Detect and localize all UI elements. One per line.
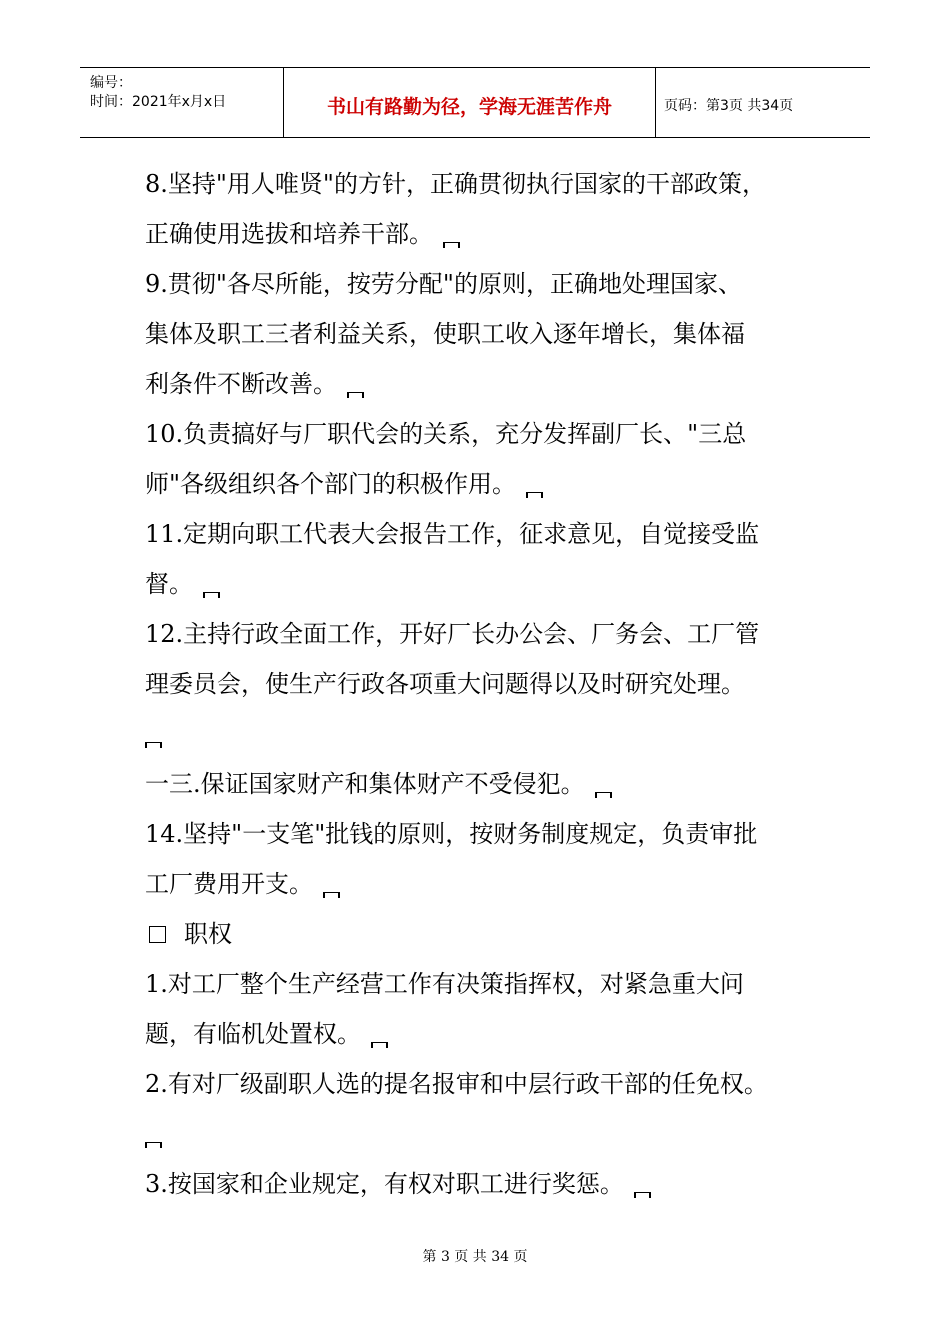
line-text: 8.坚持"用人唯贤"的方针，正确贯彻执行国家的干部政策， <box>145 170 766 198</box>
text-line <box>145 718 162 750</box>
text-line <box>145 468 543 500</box>
text-line <box>145 318 745 350</box>
line-text: 一三.保证国家财产和集体财产不受侵犯。 <box>145 770 585 798</box>
paragraph-mark-icon <box>443 242 460 248</box>
line-text: 11.定期向职工代表大会报告工作，征求意见，自觉接受监 <box>145 520 760 548</box>
line-text: 集体及职工三者利益关系，使职工收入逐年增长，集体福 <box>145 320 745 348</box>
page-footer: 第 3 页 共 34 页 <box>422 1249 528 1265</box>
text-line <box>145 418 746 450</box>
text-line <box>145 768 612 800</box>
text-line <box>145 268 742 300</box>
line-text: 1.对工厂整个生产经营工作有决策指挥权，对紧急重大问 <box>145 970 744 998</box>
paragraph-mark-icon <box>323 892 340 898</box>
section-heading-text: 职权 <box>184 920 232 948</box>
text-line <box>145 1118 162 1150</box>
text-line <box>145 668 745 700</box>
paragraph-mark-icon <box>145 742 162 748</box>
paragraph-mark-icon <box>371 1042 388 1048</box>
paragraph-mark-icon <box>634 1192 651 1198</box>
checkbox-bullet-icon <box>149 926 166 943</box>
header-info-cell <box>80 68 283 137</box>
header-motto: 书山有路勤为径，学海无涯苦作舟 <box>326 96 612 118</box>
line-text: 督。 <box>145 570 193 598</box>
document-time-label: 时间：2021年x月x日 <box>90 94 227 110</box>
line-text: 12.主持行政全面工作，开好厂长办公会、厂务会、工厂管 <box>145 620 760 648</box>
line-text: 题，有临机处置权。 <box>145 1020 361 1048</box>
text-line <box>145 1168 651 1200</box>
line-text: 2.有对厂级副职人选的提名报审和中层行政干部的任免权。 <box>145 1070 768 1098</box>
line-text: 理委员会，使生产行政各项重大问题得以及时研究处理。 <box>145 670 745 698</box>
text-line <box>145 168 766 200</box>
text-line <box>145 818 757 850</box>
page-header <box>80 67 870 138</box>
header-motto-cell <box>283 68 656 137</box>
line-text: 正确使用选拔和培养干部。 <box>145 220 433 248</box>
text-line <box>145 1068 768 1100</box>
line-text: 师"各级组织各个部门的积极作用。 <box>145 470 517 498</box>
section-heading <box>145 918 232 950</box>
text-line <box>145 518 759 550</box>
paragraph-mark-icon <box>203 592 220 598</box>
text-line <box>145 618 759 650</box>
paragraph-mark-icon <box>145 1142 162 1148</box>
text-line <box>145 1018 388 1050</box>
paragraph-mark-icon <box>526 492 543 498</box>
line-text: 14.坚持"一支笔"批钱的原则，按财务制度规定，负责审批 <box>145 820 758 848</box>
text-line <box>145 968 744 1000</box>
line-text: 利条件不断改善。 <box>145 370 337 398</box>
text-line <box>145 868 340 900</box>
text-line <box>145 568 220 600</box>
text-line <box>145 218 460 250</box>
document-code-label: 编号： <box>90 75 132 91</box>
header-page-cell <box>655 68 870 137</box>
line-text: 3.按国家和企业规定，有权对职工进行奖惩。 <box>145 1170 624 1198</box>
line-text: 10.负责搞好与厂职代会的关系，充分发挥副厂长、"三总 <box>145 420 747 448</box>
paragraph-mark-icon <box>595 792 612 798</box>
line-text: 工厂费用开支。 <box>145 870 313 898</box>
paragraph-mark-icon <box>347 392 364 398</box>
text-line <box>145 368 364 400</box>
header-page-info: 页码：第3页 共34页 <box>664 98 794 114</box>
line-text: 9.贯彻"各尽所能，按劳分配"的原则，正确地处理国家、 <box>145 270 742 298</box>
